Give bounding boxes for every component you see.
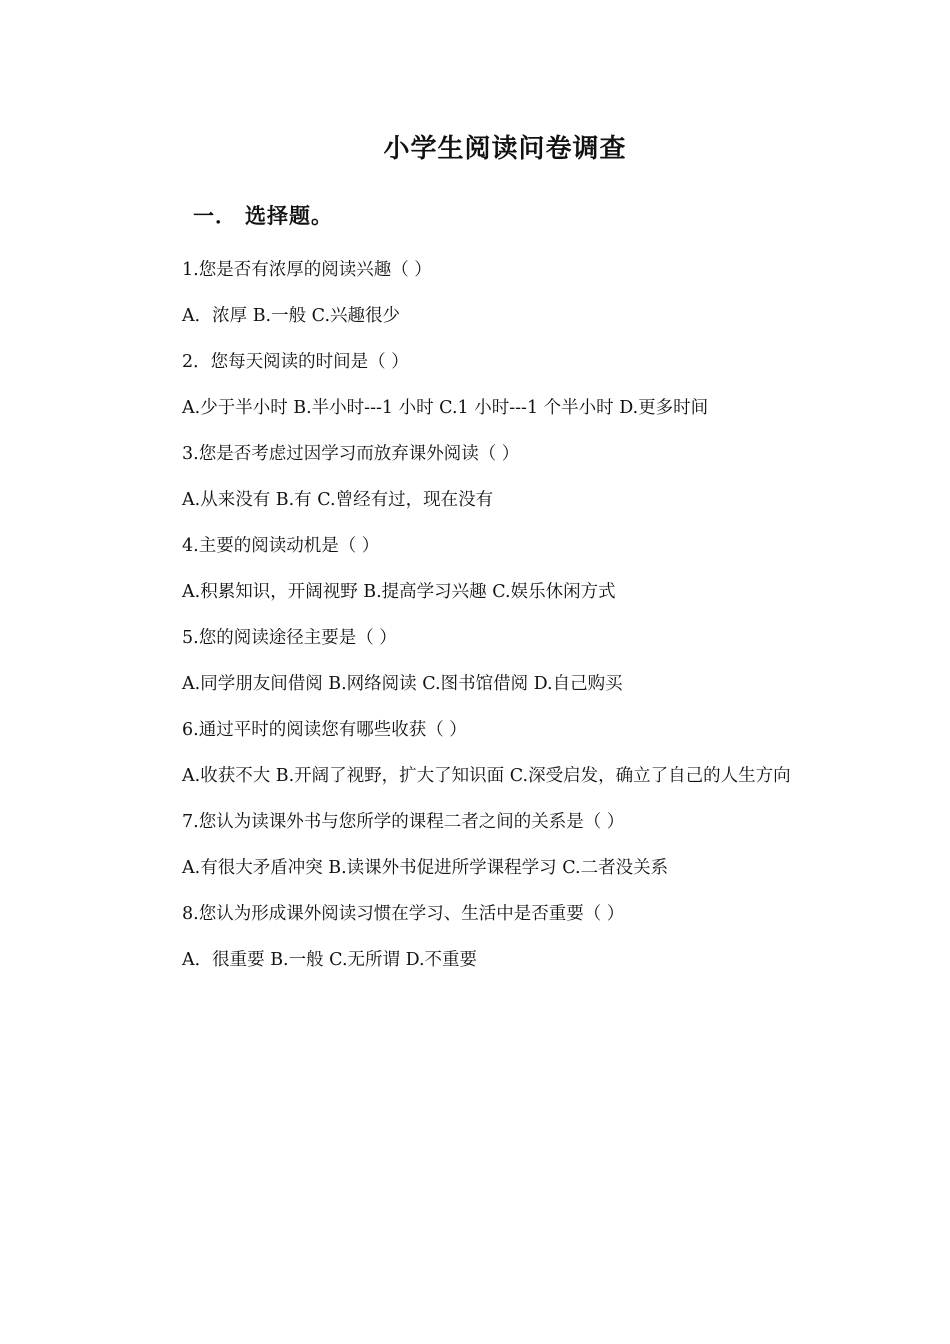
question-5-text: 5.您的阅读途径主要是（ ） — [182, 628, 397, 648]
question-8-options: A．很重要 B.一般 C.无所谓 D.不重要 — [182, 950, 478, 970]
question-1-text: 1.您是否有浓厚的阅读兴趣（ ） — [182, 260, 432, 280]
question-2-text: 2．您每天阅读的时间是（ ） — [182, 352, 409, 372]
question-2-options: A.少于半小时 B.半小时---1 小时 C.1 小时---1 个半小时 D.更多时间 — [182, 398, 709, 418]
question-8-text: 8.您认为形成课外阅读习惯在学习、生活中是否重要（ ） — [182, 904, 625, 924]
question-3-text: 3.您是否考虑过因学习而放弃课外阅读（ ） — [182, 444, 520, 464]
question-3-options: A.从来没有 B.有 C.曾经有过，现在没有 — [182, 490, 494, 510]
question-1-options: A．浓厚 B.一般 C.兴趣很少 — [182, 306, 401, 326]
question-list — [144, 247, 814, 983]
question-5-options: A.同学朋友间借阅 B.网络阅读 C.图书馆借阅 D.自己购买 — [182, 674, 623, 694]
section-number: 一． — [193, 203, 237, 228]
question-4-options: A.积累知识，开阔视野 B.提高学习兴趣 C.娱乐休闲方式 — [182, 582, 616, 602]
question-7-options: A.有很大矛盾冲突 B.读课外书促进所学课程学习 C.二者没关系 — [182, 858, 669, 878]
section-label: 选择题。 — [245, 203, 333, 228]
question-4-text: 4.主要的阅读动机是（ ） — [182, 536, 380, 556]
section-heading — [193, 200, 333, 230]
page-title: 小学生阅读问卷调查 — [383, 134, 627, 164]
question-7-text: 7.您认为读课外书与您所学的课程二者之间的关系是（ ） — [182, 812, 625, 832]
question-6-options: A.收获不大 B.开阔了视野，扩大了知识面 C.深受启发，确立了自己的人生方向 — [182, 766, 791, 786]
question-6-text: 6.通过平时的阅读您有哪些收获（ ） — [182, 720, 467, 740]
